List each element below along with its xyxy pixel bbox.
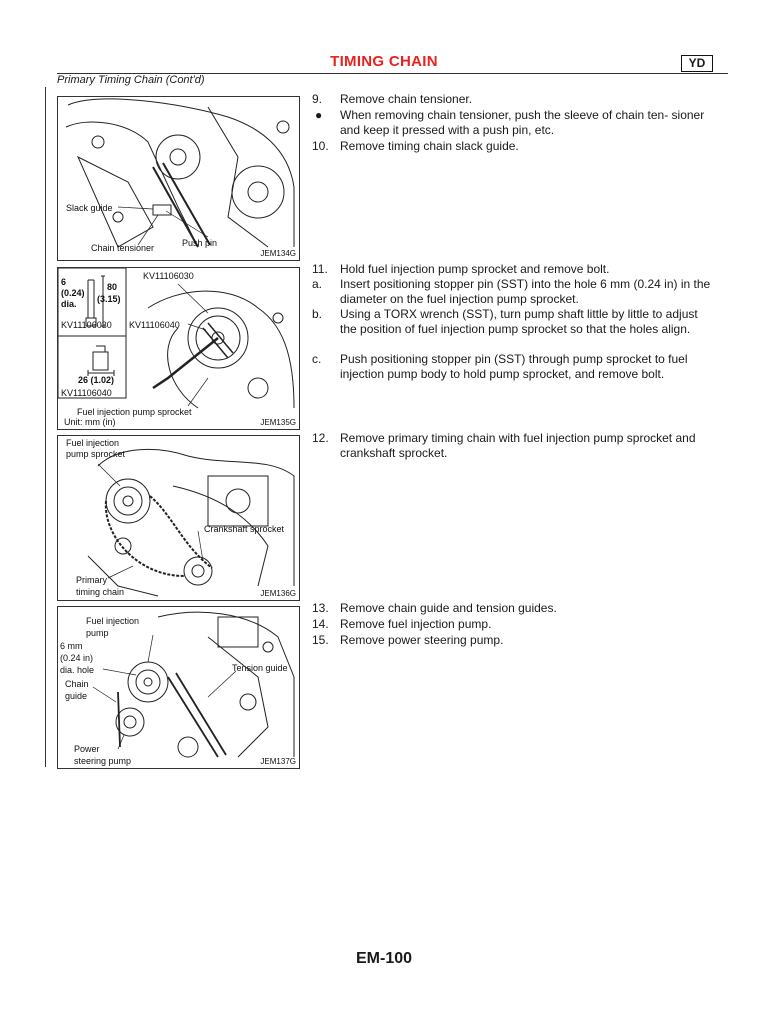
- label-dia: dia.: [61, 299, 77, 309]
- label-fuel-injection-2: Fuel injection: [86, 616, 140, 626]
- label-kv11106040-small: KV11106040: [61, 388, 112, 398]
- page-number: EM-100: [355, 950, 413, 967]
- label-dia-hole: dia. hole: [60, 665, 95, 675]
- step-13: 13. Remove chain guide and tension guides.: [312, 601, 557, 615]
- figure-code: JEM136G: [260, 589, 296, 598]
- label-fuel-pump-sprocket: Fuel injection pump sprocket: [77, 407, 192, 417]
- figure-code: JEM135G: [260, 418, 296, 427]
- sst-illustration: [58, 268, 299, 429]
- step-10: 10. Remove timing chain slack guide.: [312, 139, 519, 153]
- label-kv11106040: KV11106040: [129, 320, 180, 330]
- step-11b: b. Using a TORX wrench (SST), turn pump shaft little by little to adjust the position of fuel injection pump sprocket so that the holes align.: [312, 307, 698, 336]
- label-power: Power: [74, 744, 100, 754]
- label-len-26: 26 (1.02): [78, 375, 115, 385]
- label-timing-chain: timing chain: [76, 587, 125, 597]
- figure-stopper-pin: [57, 267, 300, 430]
- label-chain-tensioner: Chain tensioner: [91, 243, 155, 253]
- figure-primary-chain: [57, 435, 300, 601]
- label-dia-024: (0.24): [61, 288, 85, 298]
- step-12: 12. Remove primary timing chain with fuel injection pump sprocket and crankshaft sprocket.: [312, 431, 696, 460]
- label-fuel-injection: Fuel injection: [66, 438, 120, 448]
- label-kv11106030: KV11106030: [143, 271, 194, 281]
- label-steering-pump: steering pump: [74, 756, 132, 766]
- step-11c: c. Push positioning stopper pin (SST) through pump sprocket to fuel injection pump body to hold pump sprocket, and remove bolt.: [312, 352, 688, 381]
- label-slack-guide: Slack guide: [66, 203, 113, 213]
- label-kv11106030-small: KV11106030: [61, 320, 112, 330]
- label-tension-guide: Tension guide: [232, 663, 288, 673]
- label-len-315: (3.15): [97, 294, 121, 304]
- step-11: 11. Hold fuel injection pump sprocket and remove bolt.: [312, 262, 610, 276]
- label-024in: (0.24 in): [60, 653, 94, 663]
- label-dia-6: 6: [61, 277, 67, 287]
- figure-guides-pump: [57, 606, 300, 769]
- section-subtitle: Primary Timing Chain (Cont'd): [57, 74, 205, 86]
- page-title: TIMING CHAIN: [330, 53, 438, 70]
- figure-code: JEM137G: [260, 757, 296, 766]
- label-crankshaft-sprocket: Crankshaft sprocket: [204, 524, 285, 534]
- figure-code: JEM134G: [260, 249, 296, 258]
- step-bullet: ● When removing chain tensioner, push the sleeve of chain ten- sioner and keep it pressed with a push pin, etc.: [315, 108, 705, 137]
- label-pump-sprocket: pump sprocket: [66, 449, 126, 459]
- figure-slack-guide: [57, 96, 300, 261]
- label-chain: Chain: [65, 679, 89, 689]
- label-len-80: 80: [107, 282, 118, 292]
- label-6mm: 6 mm: [60, 641, 83, 651]
- margin-bar: [45, 87, 46, 767]
- label-guide: guide: [65, 691, 88, 701]
- step-15: 15. Remove power steering pump.: [312, 633, 504, 647]
- label-push-pin: Push pin: [182, 238, 218, 248]
- engine-illustration: [58, 97, 299, 260]
- step-14: 14. Remove fuel injection pump.: [312, 617, 492, 631]
- step-11a: a. Insert positioning stopper pin (SST) into the hole 6 mm (0.24 in) in the diameter on the fuel injection pump sprocket.: [312, 277, 711, 306]
- label-unit: Unit: mm (in): [64, 417, 116, 427]
- step-9: 9. Remove chain tensioner.: [312, 92, 473, 106]
- label-pump: pump: [86, 628, 109, 638]
- label-primary: Primary: [76, 575, 107, 585]
- engine-badge: YD: [681, 55, 713, 72]
